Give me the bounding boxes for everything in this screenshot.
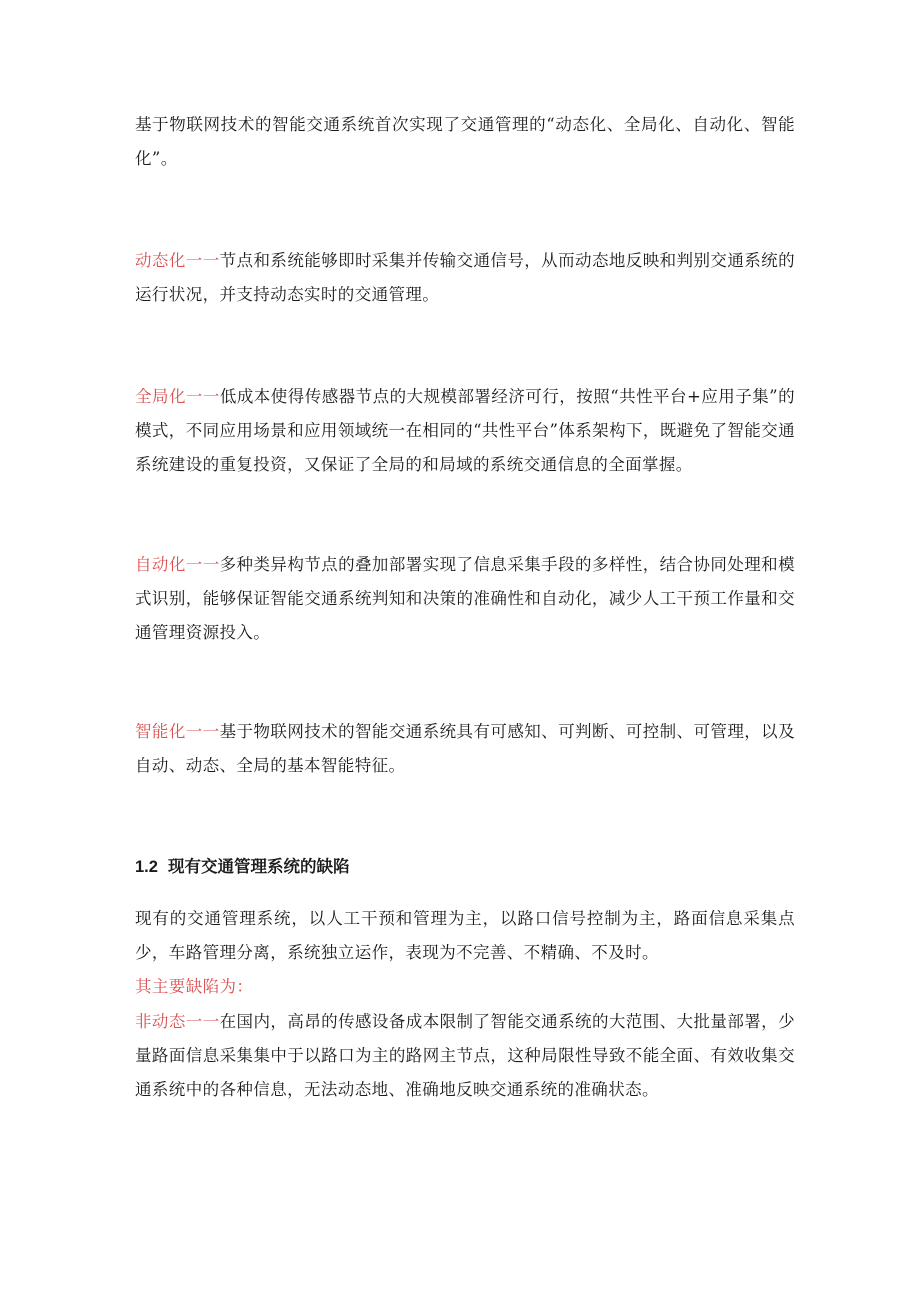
current-systems-paragraph xyxy=(135,902,795,1004)
defect-non-dynamic-body: 在国内，高昂的传感设备成本限制了智能交通系统的大范围、大批量部署，少量路面信息采集集中于以路口为主的路网主节点，这种局限性导致不能全面、有效收集交通系统中的各种信息，无法动态地、准确地反映交通系统的准确状态。 xyxy=(135,1012,795,1099)
defects-label: 其主要缺陷为： xyxy=(135,977,254,996)
feature-dynamic-body: 节点和系统能够即时采集并传输交通信号，从而动态地反映和判别交通系统的运行状况，并支持动态实时的交通管理。 xyxy=(135,251,795,304)
feature-automation-term: 自动化一一 xyxy=(135,555,220,574)
feature-automation-body: 多种类异构节点的叠加部署实现了信息采集手段的多样性，结合协同处理和模式识别，能够保证智能交通系统判知和决策的准确性和自动化，减少人工干预工作量和交通管理资源投入。 xyxy=(135,555,795,642)
section-title: 现有交通管理系统的缺陷 xyxy=(167,857,350,876)
intro-paragraph xyxy=(135,108,795,176)
defect-non-dynamic-paragraph xyxy=(135,1005,795,1107)
feature-automation-paragraph xyxy=(135,548,795,650)
current-systems-text: 现有的交通管理系统，以人工干预和管理为主，以路口信号控制为主，路面信息采集点少，车路管理分离，系统独立运作，表现为不完善、不精确、不及时。 xyxy=(135,909,795,962)
feature-intelligence-body: 基于物联网技术的智能交通系统具有可感知、可判断、可控制、可管理，以及自动、动态、全局的基本智能特征。 xyxy=(135,722,795,775)
feature-global-paragraph xyxy=(135,380,795,482)
feature-global-term: 全局化一一 xyxy=(135,387,220,406)
section-number: 1.2 xyxy=(135,858,158,876)
feature-global-body: 低成本使得传感器节点的大规模部署经济可行，按照“共性平台+应用子集”的模式，不同应用场景和应用领域统一在相同的“共性平台”体系架构下，既避免了智能交通系统建设的重复投资，又保证了全局的和局域的系统交通信息的全面掌握。 xyxy=(135,387,795,474)
feature-dynamic-term: 动态化一一 xyxy=(135,251,220,270)
feature-intelligence-term: 智能化一一 xyxy=(135,722,220,741)
feature-intelligence-paragraph xyxy=(135,715,795,783)
defect-non-dynamic-term: 非动态一一 xyxy=(135,1012,220,1031)
feature-dynamic-paragraph xyxy=(135,244,795,312)
section-heading xyxy=(135,852,349,882)
intro-text: 基于物联网技术的智能交通系统首次实现了交通管理的“动态化、全局化、自动化、智能化”。 xyxy=(135,115,795,168)
